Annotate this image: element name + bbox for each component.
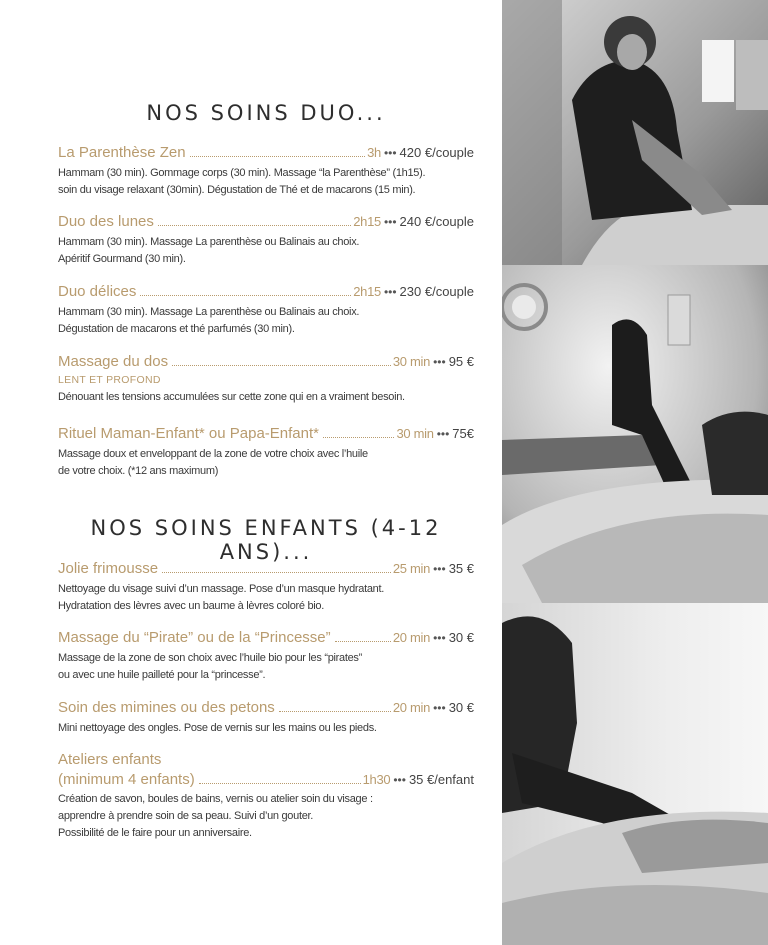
separator-dots: ••• bbox=[433, 631, 446, 645]
service-duration: 2h15 bbox=[353, 284, 381, 299]
desc-line: Hammam (30 min). Massage La parenthèse ou Balinais au choix. bbox=[58, 306, 360, 318]
desc-line: Mini nettoyage des ongles. Pose de vernis sur les mains ou les pieds. bbox=[58, 722, 377, 734]
dotted-leader bbox=[279, 711, 391, 712]
desc-line: de votre choix. (*12 ans maximum) bbox=[58, 465, 219, 477]
desc-line: ou avec une huile pailleté pour la “princesse”. bbox=[58, 669, 266, 681]
service-name: Massage du “Pirate” ou de la “Princesse” bbox=[58, 629, 331, 646]
desc-line: Possibilité de le faire pour un anniversaire. bbox=[58, 827, 252, 839]
service-item bbox=[58, 213, 474, 268]
massage-photo-3 bbox=[502, 603, 768, 945]
service-description bbox=[58, 446, 474, 480]
service-item bbox=[58, 560, 474, 615]
service-duration: 20 min bbox=[392, 700, 431, 715]
service-duration: 3h bbox=[367, 145, 381, 160]
separator-dots: ••• bbox=[433, 355, 446, 369]
desc-line: Massage de la zone de son choix avec l’huile bio pour les “pirates” bbox=[58, 652, 362, 664]
service-price: 35 € bbox=[448, 561, 474, 576]
service-name: Duo délices bbox=[58, 283, 137, 300]
service-name: Soin des mimines ou des petons bbox=[58, 699, 275, 716]
dotted-leader bbox=[140, 295, 351, 296]
service-name: Rituel Maman-Enfant* ou Papa-Enfant* bbox=[58, 425, 319, 442]
dotted-leader bbox=[190, 156, 365, 157]
service-description bbox=[58, 165, 474, 199]
photo-column bbox=[502, 0, 768, 945]
service-description bbox=[58, 581, 474, 615]
service-description bbox=[58, 720, 474, 737]
service-item bbox=[58, 629, 474, 684]
separator-dots: ••• bbox=[393, 773, 406, 787]
service-duration: 20 min bbox=[392, 630, 431, 645]
desc-line: Hydratation des lèvres avec un baume à lèvres coloré bio. bbox=[58, 600, 324, 612]
dotted-leader bbox=[172, 365, 391, 366]
separator-dots: ••• bbox=[383, 215, 397, 229]
separator-dots: ••• bbox=[436, 427, 450, 441]
dotted-leader bbox=[199, 783, 361, 784]
service-duration: 2h15 bbox=[353, 214, 381, 229]
service-name: Ateliers enfants bbox=[58, 751, 162, 768]
dotted-leader bbox=[335, 641, 391, 642]
separator-dots: ••• bbox=[433, 562, 446, 576]
desc-line: Massage doux et enveloppant de la zone de votre choix avec l’huile bbox=[58, 448, 368, 460]
service-item bbox=[58, 699, 474, 737]
massage-photo-2 bbox=[502, 265, 768, 603]
service-duration: 1h30 bbox=[362, 772, 391, 787]
desc-line: Apéritif Gourmand (30 min). bbox=[58, 253, 186, 265]
dotted-leader bbox=[162, 572, 391, 573]
service-description bbox=[58, 650, 474, 684]
massage-photo-1 bbox=[502, 0, 768, 265]
separator-dots: ••• bbox=[433, 701, 446, 715]
desc-line: Nettoyage du visage suivi d’un massage. Pose d’un masque hydratant. bbox=[58, 583, 384, 595]
desc-line: Création de savon, boules de bains, vernis ou atelier soin du visage : bbox=[58, 793, 373, 805]
section-title-duo: NOS SOINS DUO... bbox=[146, 101, 386, 125]
service-name: Jolie frimousse bbox=[58, 560, 159, 577]
service-duration: 25 min bbox=[392, 561, 431, 576]
service-price: 35 €/enfant bbox=[408, 772, 474, 787]
service-item bbox=[58, 283, 474, 338]
dotted-leader bbox=[158, 225, 351, 226]
desc-line: apprendre à prendre soin de sa peau. Suivi d’un gouter. bbox=[58, 810, 314, 822]
desc-line: Hammam (30 min). Massage La parenthèse ou Balinais au choix. bbox=[58, 236, 360, 248]
service-price: 240 €/couple bbox=[399, 214, 474, 229]
service-price: 420 €/couple bbox=[399, 145, 474, 160]
service-description bbox=[58, 389, 474, 406]
dotted-leader bbox=[323, 437, 394, 438]
separator-dots: ••• bbox=[383, 285, 397, 299]
section-title-kids: NOS SOINS ENFANTS (4-12 ANS)... bbox=[90, 516, 442, 564]
service-name-line2: (minimum 4 enfants) bbox=[58, 771, 195, 788]
service-item bbox=[58, 751, 474, 842]
desc-line: Dégustation de macarons et thé parfumés (30 min). bbox=[58, 323, 295, 335]
service-description bbox=[58, 791, 474, 842]
service-item bbox=[58, 144, 474, 199]
service-price: 30 € bbox=[448, 700, 474, 715]
desc-line: soin du visage relaxant (30min). Dégustation de Thé et de macarons (15 min). bbox=[58, 184, 416, 196]
service-duration: 30 min bbox=[392, 354, 431, 369]
service-price: 230 €/couple bbox=[399, 284, 474, 299]
service-price: 75€ bbox=[452, 426, 474, 441]
service-name: Duo des lunes bbox=[58, 213, 154, 230]
service-item bbox=[58, 353, 474, 406]
service-price: 95 € bbox=[448, 354, 474, 369]
service-name: La Parenthèse Zen bbox=[58, 144, 186, 161]
service-item bbox=[58, 425, 474, 480]
service-description bbox=[58, 304, 474, 338]
service-description bbox=[58, 234, 474, 268]
service-subtitle: LENT ET PROFOND bbox=[58, 374, 161, 386]
desc-line: Hammam (30 min). Gommage corps (30 min). Massage “la Parenthèse” (1h15). bbox=[58, 167, 426, 179]
desc-line: Dénouant les tensions accumulées sur cette zone qui en a vraiment besoin. bbox=[58, 391, 405, 403]
service-price: 30 € bbox=[448, 630, 474, 645]
service-duration: 30 min bbox=[396, 426, 434, 441]
service-name: Massage du dos bbox=[58, 353, 169, 370]
separator-dots: ••• bbox=[383, 146, 397, 160]
